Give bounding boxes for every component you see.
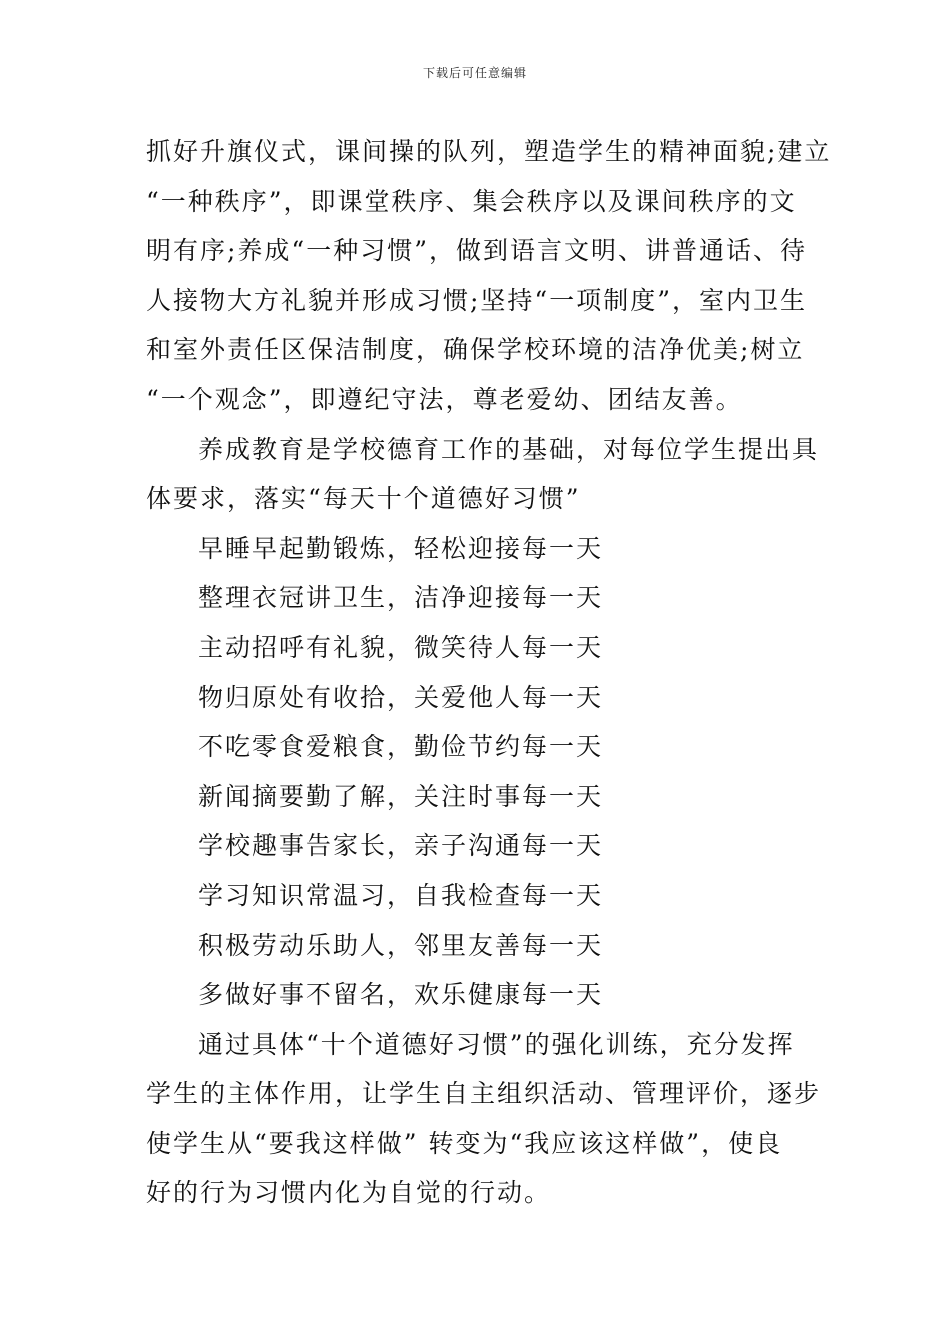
habit-item: 物归原处有收拾，关爱他人每一天: [198, 682, 604, 712]
text-line: 体要求，落实“每天十个道德好习惯”: [146, 484, 581, 514]
page-header: 下载后可任意编辑: [422, 66, 527, 80]
text-line: 使学生从“要我这样做” 转变为“我应该这样做”，使良: [146, 1128, 783, 1158]
text-line: 通过具体“十个道德好习惯”的强化训练，充分发挥: [198, 1029, 795, 1059]
habit-list: [146, 524, 810, 1020]
habit-item: 整理衣冠讲卫生，洁净迎接每一天: [198, 583, 604, 613]
habit-item: 积极劳动乐助人，邻里友善每一天: [198, 930, 604, 960]
text-line: 抓好升旗仪式，课间操的队列，塑造学生的精神面貌;建立: [146, 137, 832, 166]
text-line: 和室外责任区保洁制度，确保学校环境的洁净优美;树立: [146, 335, 805, 365]
paragraph-habit-education: [146, 425, 820, 524]
document-body: [146, 127, 832, 1218]
habit-item: 学校趣事告家长，亲子沟通每一天: [198, 831, 604, 861]
text-line: 养成教育是学校德育工作的基础，对每位学生提出具: [198, 434, 820, 464]
text-line: 好的行为习惯内化为自觉的行动。: [146, 1178, 552, 1208]
text-line: 明有序;养成“一种习惯”，做到语言文明、讲普通话、待: [146, 236, 807, 266]
habit-item: 多做好事不留名，欢乐健康每一天: [198, 980, 604, 1010]
text-line: “一个观念”，即遵纪守法，尊老爱幼、团结友善。: [146, 384, 743, 414]
habit-item: 早睡早起勤锻炼，轻松迎接每一天: [198, 533, 604, 563]
paragraph-training: [146, 1020, 822, 1218]
text-line: 学生的主体作用，让学生自主组织活动、管理评价，逐步: [146, 1079, 822, 1109]
habit-item: 学习知识常温习，自我检查每一天: [198, 880, 604, 910]
text-line: 人接物大方礼貌并形成习惯;坚持“一项制度”，室内卫生: [146, 285, 807, 315]
habit-item: 新闻摘要勤了解，关注时事每一天: [198, 781, 604, 811]
paragraph-routines: [146, 127, 832, 425]
text-line: “一种秩序”，即课堂秩序、集会秩序以及课间秩序的文: [146, 186, 797, 216]
habit-item: 不吃零食爱粮食，勤俭节约每一天: [198, 732, 604, 762]
habit-item: 主动招呼有礼貌，微笑待人每一天: [198, 632, 604, 662]
